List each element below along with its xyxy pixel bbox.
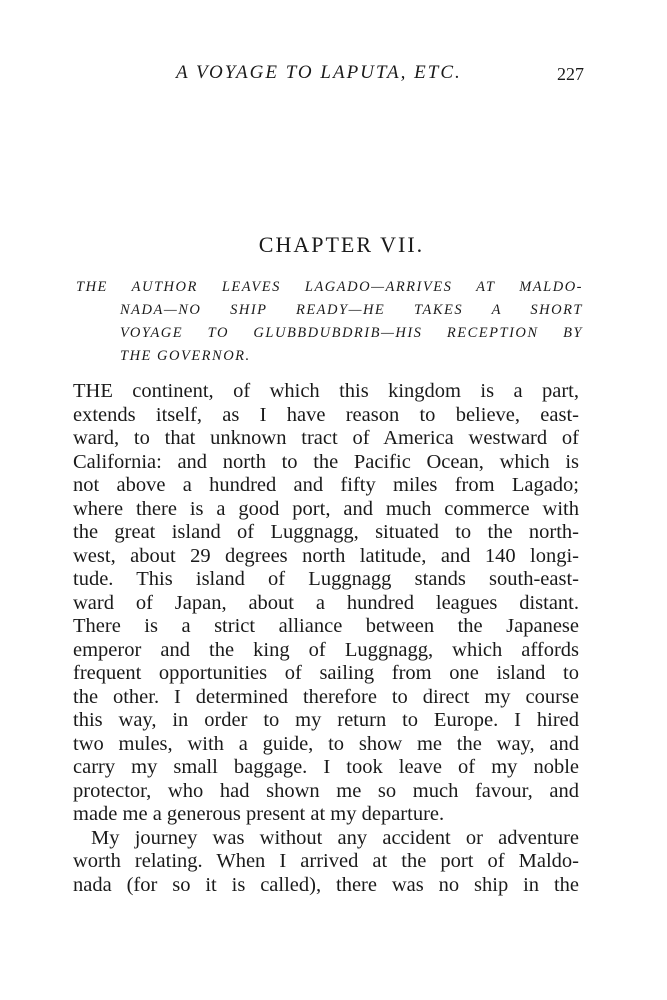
text-line: extends itself, as I have reason to believe, east- <box>73 403 579 426</box>
text-line: California: and north to the Pacific Ocean, which is <box>73 450 579 473</box>
text-line: There is a strict alliance between the Japanese <box>73 615 579 637</box>
text-line: emperor and the king of Luggnagg, which affords <box>73 638 579 661</box>
text-line: tude. This island of Luggnagg stands south-east- <box>73 568 579 590</box>
text-line: nada (for so it is called), there was no ship in the <box>73 873 579 896</box>
text-line: the great island of Luggnagg, situated to the north- <box>73 521 579 543</box>
summary-line: NADA—NO SHIP READY—HE TAKES A SHORT <box>120 302 583 318</box>
summary-line: THE AUTHOR LEAVES LAGADO—ARRIVES AT MALDO- <box>76 279 583 295</box>
text-line: not above a hundred and fifty miles from Lagado; <box>73 474 579 496</box>
text-line: THE continent, of which this kingdom is a part, <box>73 380 579 402</box>
text-line: where there is a good port, and much commerce with <box>73 497 579 520</box>
text-line: frequent opportunities of sailing from one island to <box>73 662 579 684</box>
text-line: worth relating. When I arrived at the port of Maldo- <box>73 850 579 872</box>
text-line: carry my small baggage. I took leave of my noble <box>73 756 579 778</box>
chapter-heading: CHAPTER VII. <box>258 232 425 257</box>
text-line: ward, to that unknown tract of America westward of <box>73 427 579 449</box>
text-line: two mules, with a guide, to show me the way, and <box>73 732 579 755</box>
page-number: 227 <box>557 64 584 84</box>
text-line: the other. I determined therefore to direct my course <box>73 685 579 708</box>
text-line: ward of Japan, about a hundred leagues distant. <box>73 591 579 614</box>
text-line: My journey was without any accident or adventure <box>91 826 579 849</box>
summary-line: VOYAGE TO GLUBBDUBDRIB—HIS RECEPTION BY <box>120 325 583 341</box>
text-line: west, about 29 degrees north latitude, and 140 longi- <box>73 544 579 567</box>
text-line: made me a generous present at my departure. <box>73 803 445 825</box>
text-line: protector, who had shown me so much favour, and <box>73 779 579 802</box>
summary-line: THE GOVERNOR. <box>120 348 251 364</box>
running-head: A VOYAGE TO LAPUTA, ETC. <box>176 62 462 83</box>
text-line: this way, in order to my return to Europe. I hired <box>73 709 579 731</box>
